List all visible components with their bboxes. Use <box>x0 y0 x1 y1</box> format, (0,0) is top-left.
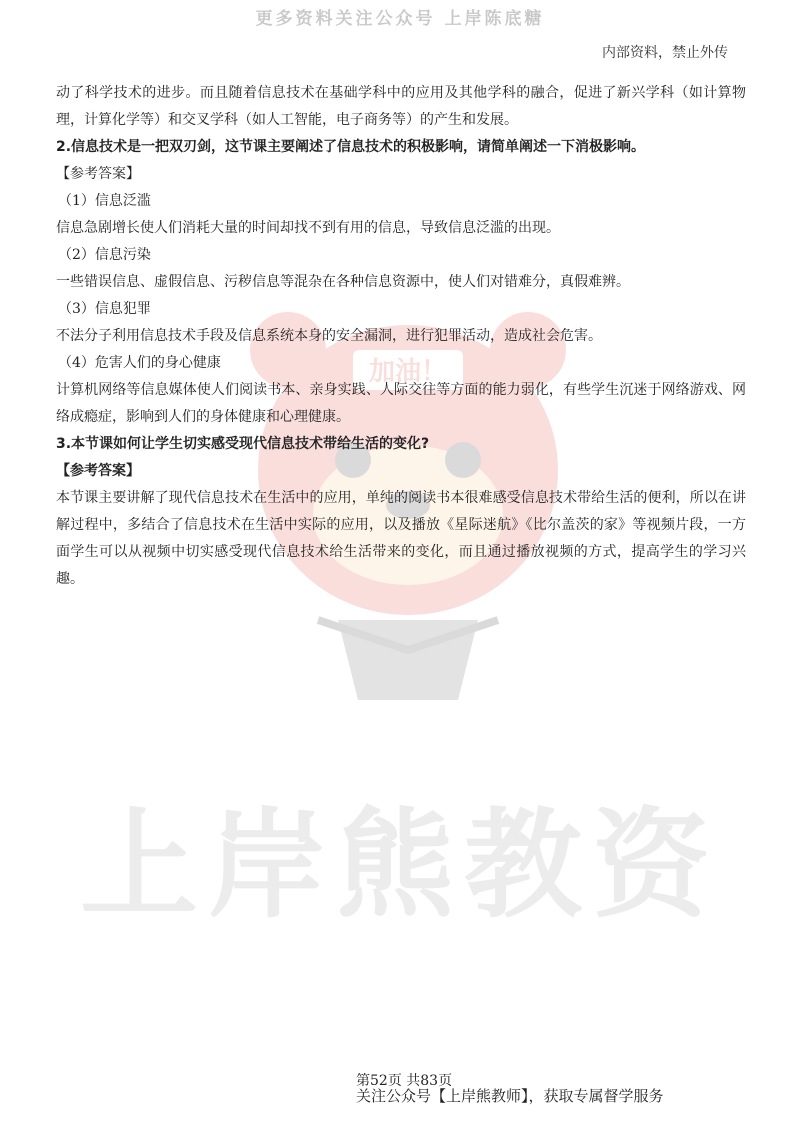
answer-text: 本节课主要讲解了现代信息技术在生活中的应用，单纯的阅读书本很难感受信息技术带给生活的便利，所以在讲解过程中，多结合了信息技术在生活中实际的应用，以及播放《星际迷航》《比尔盖茨的家》等视频片段，一方面学生可以从视频中切实感受现代信息技术给生活带来的变化，而且通过播放视频的方式，提高学生的学习兴趣。 <box>56 490 746 587</box>
document-body <box>56 80 746 593</box>
top-banner: 更多资料关注公众号 上岸陈底糖 <box>255 9 545 29</box>
mascot-badge: 加油！ <box>368 357 448 387</box>
internal-notice: 内部资料，禁止外传 <box>602 45 728 61</box>
point-heading: （3）信息犯罪 <box>58 301 151 317</box>
point-heading: （2）信息污染 <box>58 247 151 263</box>
point-text: 计算机网络等信息媒体使人们阅读书本、亲身实践、人际交往等方面的能力弱化，有些学生沉迷于网络游戏、网络成瘾症，影响到人们的身体健康和心理健康。 <box>56 382 746 425</box>
page-number: 第52页 共83页 <box>356 1073 453 1089</box>
point-text: 不法分子利用信息技术手段及信息系统本身的安全漏洞，进行犯罪活动，造成社会危害。 <box>56 328 602 344</box>
footer-text: 关注公众号【上岸熊教师】，获取专属督学服务 <box>356 1087 664 1105</box>
paragraph-intro: 动了科学技术的进步。而且随着信息技术在基础学科中的应用及其他学科的融合，促进了新兴学科（如计算物理，计算化学等）和交叉学科（如人工智能，电子商务等）的产生和发展。 <box>56 85 746 128</box>
question-3: 3.本节课如何让学生切实感受现代信息技术带给生活的变化? <box>56 436 430 452</box>
answer-label: 【参考答案】 <box>56 463 140 479</box>
answer-label: 【参考答案】 <box>56 166 140 182</box>
question-2: 2.信息技术是一把双刃剑，这节课主要阐述了信息技术的积极影响，请简单阐述一下消极影响。 <box>56 139 646 155</box>
point-heading: （4）危害人们的身心健康 <box>58 355 221 371</box>
watermark-text: 上岸熊教资 <box>79 796 720 934</box>
point-heading: （1）信息泛滥 <box>58 193 151 209</box>
point-text: 信息急剧增长使人们消耗大量的时间却找不到有用的信息，导致信息泛滥的出现。 <box>56 220 560 236</box>
point-text: 一些错误信息、虚假信息、污秽信息等混杂在各种信息资源中，使人们对错难分，真假难辨。 <box>56 274 630 290</box>
